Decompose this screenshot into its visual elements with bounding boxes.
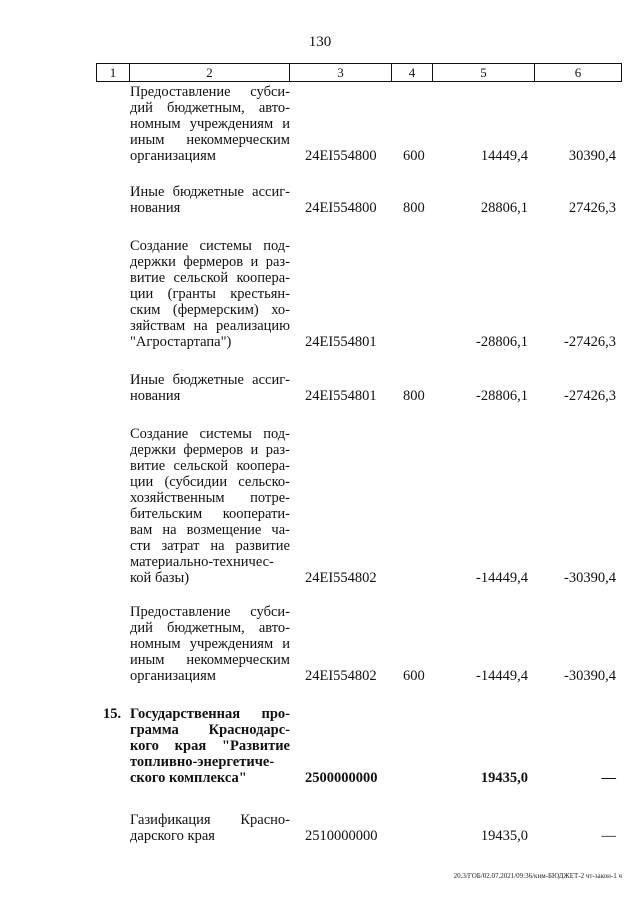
row-name: Предоставление субси- дий бюджетным, авто- номным учреждениям и иным некоммерческим организациям bbox=[130, 84, 290, 164]
table-header bbox=[96, 63, 622, 82]
header-col-4: 4 bbox=[392, 64, 433, 81]
program-value-5: 19435,0 bbox=[480, 770, 528, 786]
row-value-6: 27426,3 bbox=[568, 200, 616, 216]
row-kind: 600 bbox=[403, 668, 425, 684]
header-col-1: 1 bbox=[97, 64, 130, 81]
row-code: 24ЕI554801 bbox=[305, 334, 377, 350]
row-value-6: -27426,3 bbox=[564, 334, 616, 350]
page-number: 130 bbox=[308, 34, 332, 50]
row-code: 24ЕI554801 bbox=[305, 388, 377, 404]
row-name: Иные бюджетные ассиг- нования bbox=[130, 184, 290, 216]
row-code: 24ЕI554800 bbox=[305, 148, 377, 164]
row-value-5: -14449,4 bbox=[476, 570, 528, 586]
program-code: 2500000000 bbox=[305, 770, 378, 786]
header-col-2: 2 bbox=[130, 64, 290, 81]
row-name: Создание системы под- держки фермеров и раз- витие сельской коопера- ции (субсидии сельско- хозяйственным потре- бительским кооперати- вам на возмещение ча- сти затрат на развитие материально-техничес- кой базы) bbox=[130, 426, 290, 586]
row-value-5: -14449,4 bbox=[476, 668, 528, 684]
row-kind: 600 bbox=[403, 148, 425, 164]
row-value-6: — bbox=[601, 828, 616, 844]
row-code: 2510000000 bbox=[305, 828, 378, 844]
row-value-5: 19435,0 bbox=[480, 828, 528, 844]
program-name: Государственная про- грамма Краснодарс- кого края "Развитие топливно-энергетиче- ского комплекса" bbox=[130, 706, 290, 786]
row-value-5: -28806,1 bbox=[476, 334, 528, 350]
row-kind: 800 bbox=[403, 388, 425, 404]
row-value-5: 14449,4 bbox=[480, 148, 528, 164]
header-col-3: 3 bbox=[290, 64, 392, 81]
row-value-5: -28806,1 bbox=[476, 388, 528, 404]
row-name: Создание системы под- держки фермеров и раз- витие сельской коопера- ции (гранты крестьян- ским (фермерским) хо- зяйствам на реализацию "Агростартапа") bbox=[130, 238, 290, 350]
header-col-6: 6 bbox=[574, 65, 582, 80]
row-name: Иные бюджетные ассиг- нования bbox=[130, 372, 290, 404]
row-code: 24ЕI554800 bbox=[305, 200, 377, 216]
row-value-5: 28806,1 bbox=[480, 200, 528, 216]
row-code: 24ЕI554802 bbox=[305, 668, 377, 684]
program-value-6: — bbox=[601, 770, 616, 786]
row-value-6: -30390,4 bbox=[564, 668, 616, 684]
row-kind: 800 bbox=[403, 200, 425, 216]
row-name: Газификация Красно- дарского края bbox=[130, 812, 290, 844]
program-number: 15. bbox=[103, 706, 122, 722]
row-name: Предоставление субси- дий бюджетным, авто- номным учреждениям и иным некоммерческим организациям bbox=[130, 604, 290, 684]
row-code: 24ЕI554802 bbox=[305, 570, 377, 586]
row-value-6: -27426,3 bbox=[564, 388, 616, 404]
header-col-5: 5 bbox=[433, 64, 535, 81]
row-value-6: -30390,4 bbox=[564, 570, 616, 586]
row-value-6: 30390,4 bbox=[568, 148, 616, 164]
footer-stamp: 20.3/ГОБ/02.07.2021/09:36/ким-БЮДЖЕТ-2 чт-закон-1 ч bbox=[453, 872, 622, 880]
